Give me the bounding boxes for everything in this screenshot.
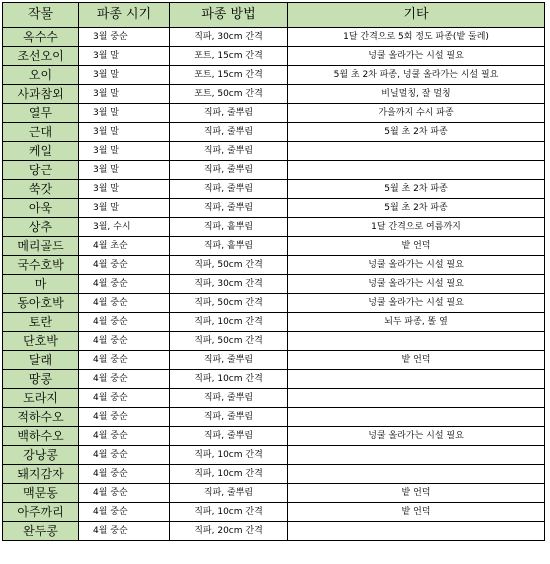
season-cell: 4월 중순 [79, 256, 170, 275]
method-cell: 직파, 줄뿌림 [170, 351, 288, 370]
method-cell: 직파, 줄뿌림 [170, 123, 288, 142]
header-row [3, 3, 545, 28]
planting-table-container [2, 2, 545, 541]
table-row [3, 370, 545, 389]
season-cell: 4월 중순 [79, 408, 170, 427]
table-row [3, 275, 545, 294]
table-row [3, 237, 545, 256]
season-cell: 3월 말 [79, 180, 170, 199]
season-cell: 3월 말 [79, 104, 170, 123]
table-row [3, 389, 545, 408]
note-cell [288, 522, 545, 541]
method-cell: 직파, 줄뿌림 [170, 408, 288, 427]
note-cell: 넝쿨 올라가는 시설 필요 [288, 294, 545, 313]
table-row [3, 313, 545, 332]
method-cell: 직파, 줄뿌림 [170, 142, 288, 161]
season-cell: 3월 말 [79, 142, 170, 161]
note-cell: 넝쿨 올라가는 시설 필요 [288, 427, 545, 446]
method-cell: 직파, 50cm 간격 [170, 332, 288, 351]
crop-cell: 돼지감자 [3, 465, 79, 484]
table-row [3, 218, 545, 237]
table-row [3, 446, 545, 465]
season-cell: 4월 중순 [79, 389, 170, 408]
method-cell: 직파, 줄뿌림 [170, 161, 288, 180]
method-cell: 직파, 10cm 간격 [170, 503, 288, 522]
season-cell: 4월 중순 [79, 484, 170, 503]
table-row [3, 294, 545, 313]
note-cell: 밭 언덕 [288, 484, 545, 503]
season-cell: 4월 중순 [79, 427, 170, 446]
season-cell: 4월 중순 [79, 351, 170, 370]
method-cell: 직파, 줄뿌림 [170, 389, 288, 408]
season-cell: 3월, 수시 [79, 218, 170, 237]
crop-cell: 국수호박 [3, 256, 79, 275]
method-cell: 직파, 20cm 간격 [170, 522, 288, 541]
note-cell: 5월 초 2차 파종, 넝쿨 올라가는 시설 필요 [288, 66, 545, 85]
season-cell: 3월 말 [79, 66, 170, 85]
note-cell: 가을까지 수시 파종 [288, 104, 545, 123]
crop-cell: 단호박 [3, 332, 79, 351]
crop-cell: 아욱 [3, 199, 79, 218]
table-row [3, 408, 545, 427]
note-cell: 밭 언덕 [288, 237, 545, 256]
note-cell: 1달 간격으로 5회 정도 파종(밭 둘레) [288, 28, 545, 47]
planting-table [2, 2, 545, 541]
table-row [3, 484, 545, 503]
table-row [3, 427, 545, 446]
note-cell: 밭 언덕 [288, 503, 545, 522]
table-row [3, 465, 545, 484]
season-cell: 3월 말 [79, 161, 170, 180]
crop-cell: 적하수오 [3, 408, 79, 427]
season-cell: 4월 중순 [79, 275, 170, 294]
method-cell: 직파, 10cm 간격 [170, 313, 288, 332]
method-cell: 직파, 30cm 간격 [170, 28, 288, 47]
crop-cell: 조선오이 [3, 47, 79, 66]
note-cell: 5월 초 2차 파종 [288, 180, 545, 199]
season-cell: 3월 중순 [79, 28, 170, 47]
method-cell: 포트, 50cm 간격 [170, 85, 288, 104]
note-cell: 뇌두 파종, 똘 옆 [288, 313, 545, 332]
method-cell: 직파, 줄뿌림 [170, 104, 288, 123]
season-cell: 4월 중순 [79, 313, 170, 332]
header-note: 기타 [288, 3, 545, 28]
method-cell: 직파, 10cm 간격 [170, 465, 288, 484]
crop-cell: 케일 [3, 142, 79, 161]
crop-cell: 완두콩 [3, 522, 79, 541]
note-cell: 넝쿨 올라가는 시설 필요 [288, 275, 545, 294]
note-cell: 5월 초 2차 파종 [288, 199, 545, 218]
table-row [3, 503, 545, 522]
method-cell: 직파, 줄뿌림 [170, 199, 288, 218]
crop-cell: 근대 [3, 123, 79, 142]
note-cell: 5월 초 2차 파종 [288, 123, 545, 142]
note-cell [288, 332, 545, 351]
crop-cell: 도라지 [3, 389, 79, 408]
method-cell: 직파, 10cm 간격 [170, 446, 288, 465]
crop-cell: 아주까리 [3, 503, 79, 522]
method-cell: 포트, 15cm 간격 [170, 47, 288, 66]
table-row [3, 351, 545, 370]
crop-cell: 맥문동 [3, 484, 79, 503]
table-row [3, 142, 545, 161]
note-cell [288, 142, 545, 161]
method-cell: 직파, 흩뿌림 [170, 218, 288, 237]
note-cell: 밭 언덕 [288, 351, 545, 370]
crop-cell: 사과참외 [3, 85, 79, 104]
crop-cell: 열무 [3, 104, 79, 123]
method-cell: 직파, 흩뿌림 [170, 237, 288, 256]
season-cell: 4월 중순 [79, 294, 170, 313]
table-row [3, 47, 545, 66]
note-cell: 넝쿨 올라가는 시설 필요 [288, 256, 545, 275]
season-cell: 4월 초순 [79, 237, 170, 256]
crop-cell: 동아호박 [3, 294, 79, 313]
crop-cell: 땅콩 [3, 370, 79, 389]
table-row [3, 180, 545, 199]
season-cell: 4월 중순 [79, 370, 170, 389]
crop-cell: 당근 [3, 161, 79, 180]
table-row [3, 66, 545, 85]
crop-cell: 강낭콩 [3, 446, 79, 465]
season-cell: 4월 중순 [79, 465, 170, 484]
method-cell: 직파, 50cm 간격 [170, 294, 288, 313]
note-cell [288, 446, 545, 465]
crop-cell: 달래 [3, 351, 79, 370]
method-cell: 직파, 50cm 간격 [170, 256, 288, 275]
table-row [3, 199, 545, 218]
crop-cell: 옥수수 [3, 28, 79, 47]
note-cell: 비닐멀칭, 잘 멀칭 [288, 85, 545, 104]
table-row [3, 28, 545, 47]
table-row [3, 256, 545, 275]
season-cell: 3월 말 [79, 85, 170, 104]
season-cell: 4월 중순 [79, 522, 170, 541]
method-cell: 직파, 줄뿌림 [170, 427, 288, 446]
season-cell: 3월 말 [79, 199, 170, 218]
crop-cell: 메리골드 [3, 237, 79, 256]
note-cell: 1달 간격으로 여름까지 [288, 218, 545, 237]
note-cell [288, 161, 545, 180]
crop-cell: 마 [3, 275, 79, 294]
table-row [3, 522, 545, 541]
crop-cell: 오이 [3, 66, 79, 85]
note-cell: 넝쿨 올라가는 시설 필요 [288, 47, 545, 66]
header-crop: 작물 [3, 3, 79, 28]
season-cell: 4월 중순 [79, 332, 170, 351]
season-cell: 3월 말 [79, 123, 170, 142]
season-cell: 3월 말 [79, 47, 170, 66]
method-cell: 직파, 줄뿌림 [170, 180, 288, 199]
note-cell [288, 370, 545, 389]
note-cell [288, 389, 545, 408]
crop-cell: 쑥갓 [3, 180, 79, 199]
season-cell: 4월 중순 [79, 503, 170, 522]
method-cell: 직파, 줄뿌림 [170, 484, 288, 503]
table-row [3, 123, 545, 142]
header-method: 파종 방법 [170, 3, 288, 28]
method-cell: 직파, 10cm 간격 [170, 370, 288, 389]
table-row [3, 161, 545, 180]
header-season: 파종 시기 [79, 3, 170, 28]
crop-cell: 상추 [3, 218, 79, 237]
note-cell [288, 465, 545, 484]
crop-cell: 토란 [3, 313, 79, 332]
crop-cell: 백하수오 [3, 427, 79, 446]
season-cell: 4월 중순 [79, 446, 170, 465]
method-cell: 포트, 15cm 간격 [170, 66, 288, 85]
table-row [3, 332, 545, 351]
table-row [3, 85, 545, 104]
note-cell [288, 408, 545, 427]
table-row [3, 104, 545, 123]
method-cell: 직파, 30cm 간격 [170, 275, 288, 294]
